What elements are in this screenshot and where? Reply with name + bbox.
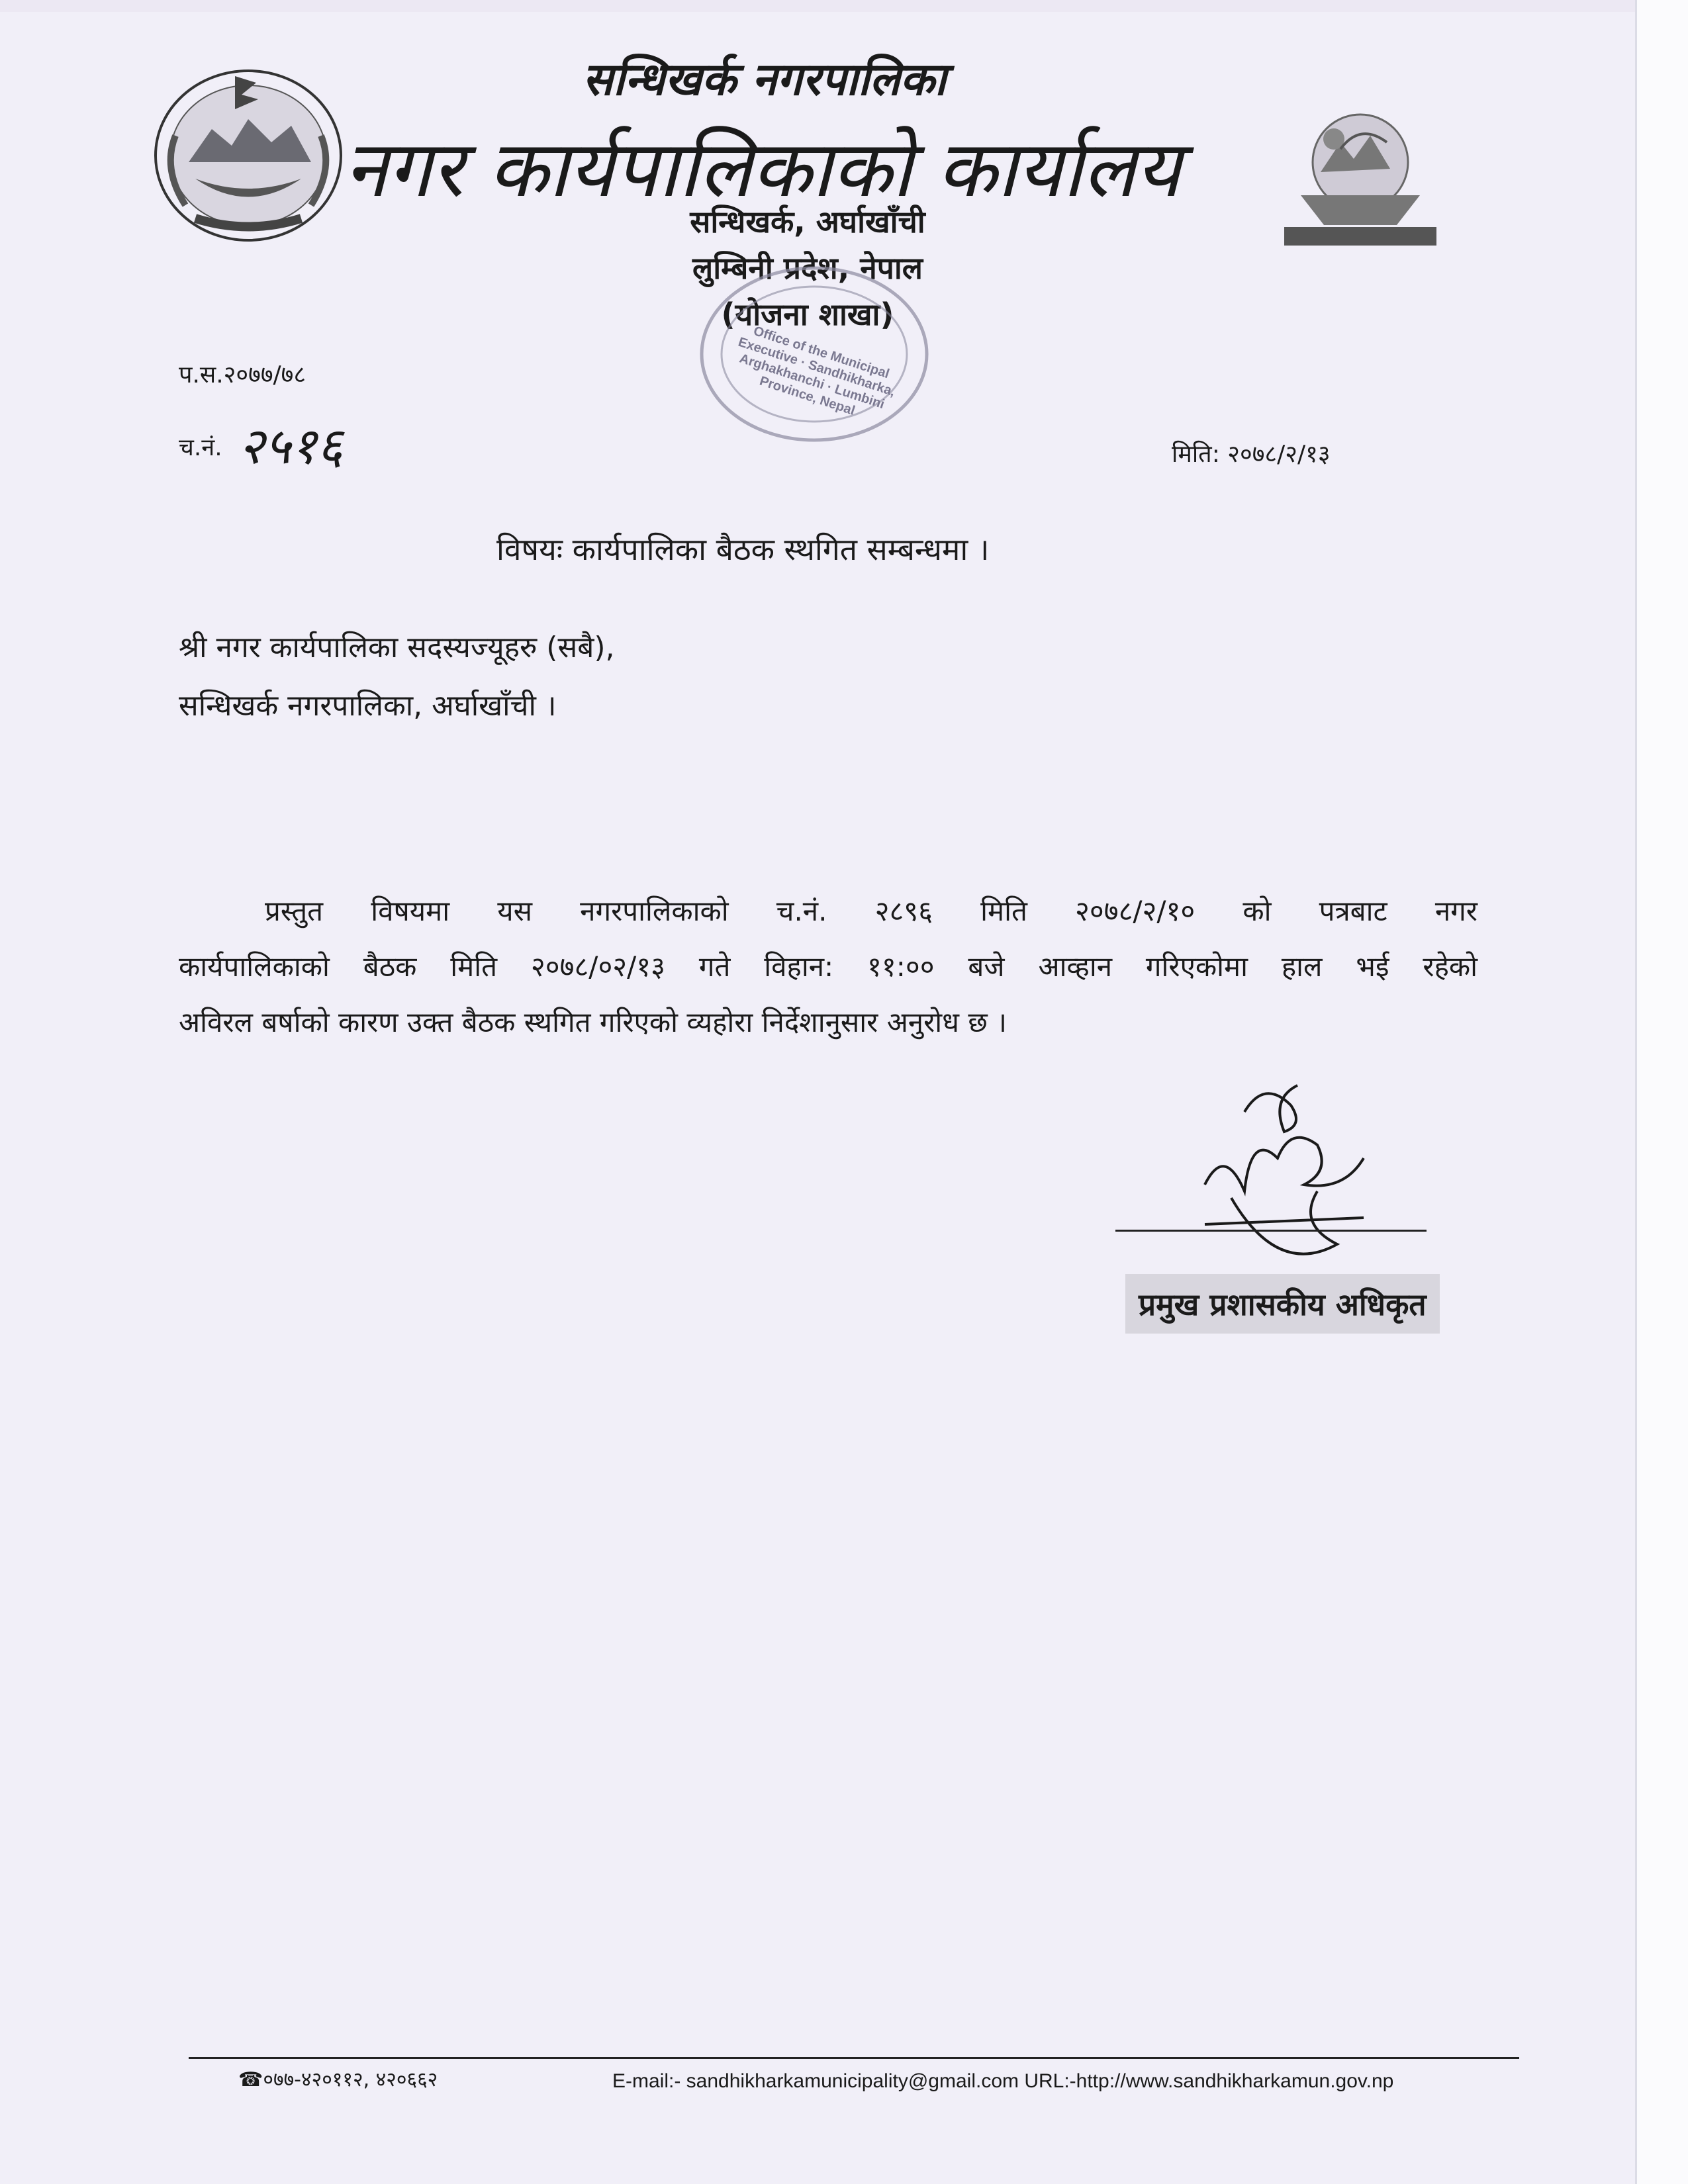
section-name: (योजना शाखा) [721,296,894,332]
recipient-line-1: श्री नगर कार्यपालिका सदस्यज्यूहरु (सबै), [179,631,615,664]
signature-line [1115,1230,1427,1232]
handwritten-signature [1165,1059,1403,1297]
address-line-2: लुम्बिनी प्रदेश, नेपाल [692,250,923,286]
address-line-1: सन्धिखर्क, अर्घाखाँची [690,204,925,240]
body-line-3: अविरल बर्षाको कारण उक्त बैठक स्थगित गरिएको व्यहोरा निर्देशानुसार अनुरोध छ । [179,1006,1008,1038]
letter-date: मिति: २०७८/२/१३ [1172,441,1331,468]
chalan-number: २५१६ [238,416,344,475]
footer-phone: ☎०७७-४२०११२, ४२०६६२ [238,2068,438,2091]
scan-edge [1635,0,1688,2184]
fiscal-year: प.स.२०७७/७८ [179,361,306,388]
subject-line: विषयः कार्यपालिका बैठक स्थगित सम्बन्धमा । [496,531,990,567]
chalan-label: च.नं. [179,434,222,461]
footer-contact: E-mail:- sandhikharkamunicipality@gmail.com URL:-http://www.sandhikharkamun.gov.np [612,2070,1394,2092]
signatory-title: प्रमुख प्रशासकीय अधिकृत [1125,1274,1440,1334]
body-line-2: कार्यपालिकाको बैठक मिति २०७८/०२/१३ गते विहान: ११:०० बजे आव्हान गरिएकोमा हाल भई रहेको [179,950,1477,983]
stamp-text: Office of the Municipal Executive · Sandhikharka, Arghakhanchi · Lumbini Province, Nepal [736,324,897,418]
nepal-emblem-icon [149,63,348,248]
municipality-name: सन्धिखर्क नगरपालिका [583,54,947,106]
recipient-line-2: सन्धिखर्क नगरपालिका, अर्घाखाँची । [179,689,557,723]
footer-divider [189,2057,1519,2059]
office-title: नगर कार्यपालिकाको कार्यालय [344,123,1181,214]
municipality-logo-icon [1261,109,1460,255]
body-line-1: प्रस्तुत विषयमा यस नगरपालिकाको च.नं. २८९६ मिति २०७८/२/१० को पत्रबाट नगर [265,895,1477,927]
recipient-block [179,619,615,735]
